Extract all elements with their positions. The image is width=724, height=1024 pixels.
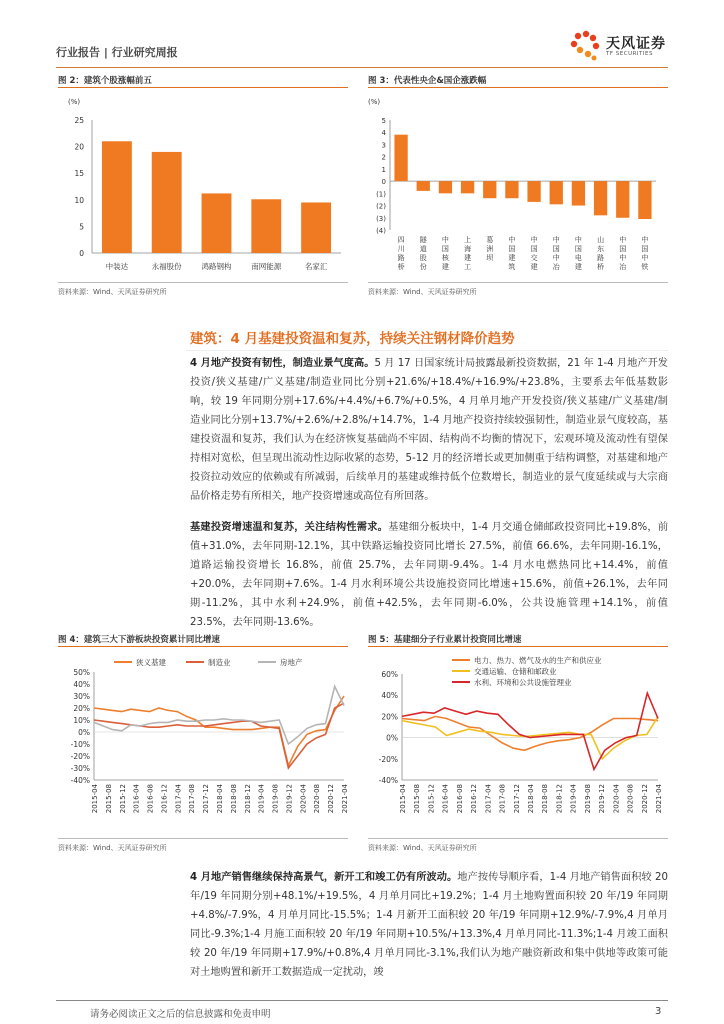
- fig3-ytick-label: 5: [381, 117, 386, 125]
- fig3-category-label: 中国中铁: [641, 236, 649, 271]
- paragraph-3-lead: 4 月地产销售继续保持高景气，新开工和竣工仍有所波动。: [190, 872, 458, 883]
- fig3-ytick-label: 4: [381, 129, 386, 138]
- fig4-legend-label: 制造业: [208, 658, 231, 667]
- fig2-ytick-label: 20: [74, 142, 84, 152]
- fig3-bar: [594, 181, 607, 215]
- fig2-category-label: 名家汇: [304, 262, 328, 271]
- fig5-chart: [366, 650, 668, 830]
- fig2-bar: [152, 152, 182, 253]
- fig3-category-label: 中国交建: [530, 236, 538, 271]
- fig3-category-label: 中国核建: [441, 236, 449, 271]
- fig4-legend-label: 房地产: [280, 658, 303, 667]
- fig3-bar: [527, 181, 540, 202]
- fig5-xtick-label: 2018-12: [555, 784, 564, 814]
- fig2-bar: [301, 202, 331, 253]
- fig2-category-label: 南网能源: [251, 262, 282, 271]
- fig4-xtick-label: 2018-12: [243, 784, 252, 814]
- fig2-bar: [251, 199, 281, 253]
- paragraph-1-lead: 4 月地产投资有韧性，制造业景气度高。: [190, 358, 375, 369]
- fig4-xtick-label: 2021-04: [341, 784, 349, 814]
- fig4-ytick-label: -40%: [70, 776, 90, 785]
- fig3-source-rule: [368, 282, 668, 283]
- fig5-legend-label: 交通运输、仓储和邮政业: [474, 667, 557, 676]
- fig5-source: 资料来源：Wind、天风证券研究所: [368, 844, 477, 852]
- fig3-ytick-label: 2: [381, 153, 386, 162]
- fig5-xtick-label: 2019-08: [583, 784, 592, 814]
- fig3-bar: [417, 181, 430, 191]
- fig5-title-rule: [368, 646, 668, 647]
- fig3-category-label: 四川路桥: [397, 236, 405, 271]
- fig4-ytick-label: 0%: [78, 728, 90, 737]
- fig4-source-rule: [58, 838, 348, 839]
- fig4-xtick-label: 2016-04: [132, 784, 141, 814]
- paragraph-2: [190, 518, 668, 632]
- paragraph-2-lead: 基建投资增速温和复苏，关注结构性需求。: [190, 522, 389, 533]
- fig2-source-rule: [58, 282, 348, 283]
- fig3-unit-label: (%): [368, 98, 381, 106]
- fig4-xtick-label: 2019-04: [257, 784, 266, 814]
- fig3-ytick-label: 3: [381, 141, 386, 150]
- fig4-xtick-label: 2020-08: [313, 784, 322, 814]
- fig2-unit-label: (%): [68, 98, 81, 106]
- fig4-chart: [56, 650, 350, 830]
- fig2-bar: [102, 141, 132, 253]
- fig5-xtick-label: 2020-08: [626, 784, 635, 814]
- fig3-bar: [394, 135, 407, 181]
- footer-disclaimer: 请务必阅读正文之后的信息披露和免责申明: [90, 1009, 271, 1020]
- paragraph-1: [190, 354, 668, 506]
- fig3-ytick-label: 0: [381, 178, 386, 187]
- fig5-ytick-label: 60%: [381, 670, 398, 679]
- header-title: 行业报告 | 行业研究周报: [56, 46, 178, 59]
- fig5-xtick-label: 2019-12: [598, 784, 607, 814]
- fig5-title: 图 5：基建细分子行业累计投资同比增速: [368, 635, 522, 645]
- fig3-bar: [505, 181, 518, 198]
- fig2-source: 资料来源：Wind、天风证券研究所: [58, 288, 167, 296]
- fig3-category-label: 隧道股份: [419, 236, 427, 271]
- paragraph-1-body: 5 月 17 日国家统计局披露最新投资数据，21 年 1-4 月地产开发投资/狭义基建/广义基建/制造业同比分别+21.6%/+18.4%/+16.9%/+23.8%，主要系去年低基数影响，较 19 年同期分别+17.6%/+4.4%/+6.7%/+0.5%，4 月单月地产开发投资/狭义基建/广义基建/制造业同比分别+13.7%/+2.6%/+2.8%/+14.7%，1-4 月地产投资持续较强韧性，制造业景气度较高，基建投资温和复苏，我们认为在经济恢复基础尚不牢固、结构尚不均衡的情况下，宏观环境及流动性有望保持相对宽松，但呈现出流动性边际收紧的态势，5-12 月的经济增长或更加侧重于结构调整，对基建和地产投资拉动效应的依赖或有所减弱，后续单月的基建或维持低个位数增长，制造业的景气度延续或与大宗商品价格走势有所相关，地产投资增速或高位有所回落。: [190, 358, 668, 502]
- fig3-ytick-label: (2): [376, 202, 386, 211]
- fig5-xtick-label: 2015-12: [427, 784, 436, 814]
- fig5-xtick-label: 2017-04: [484, 784, 493, 814]
- fig2-category-label: 永福股份: [151, 262, 182, 271]
- fig5-legend-label: 电力、热力、燃气及水的生产和供应业: [474, 656, 602, 665]
- fig5-xtick-label: 2020-12: [640, 784, 649, 814]
- logo-text-en: TF SECURITIES: [606, 51, 653, 57]
- fig2-ytick-label: 0: [79, 249, 84, 258]
- fig2-ytick-label: 15: [74, 169, 84, 179]
- fig4-xtick-label: 2018-04: [216, 784, 224, 814]
- paragraph-3: [190, 868, 668, 982]
- fig4-ytick-label: -30%: [70, 764, 90, 773]
- page-number: 3: [655, 1006, 662, 1017]
- fig4-source: 资料来源：Wind、天风证券研究所: [58, 844, 167, 852]
- fig5-xtick-label: 2015-08: [413, 784, 422, 814]
- fig5-xtick-label: 2018-08: [541, 784, 550, 814]
- fig4-xtick-label: 2017-04: [174, 784, 183, 814]
- fig5-xtick-label: 2019-04: [569, 784, 578, 814]
- footer-divider: [56, 1000, 668, 1001]
- fig3-bar: [439, 181, 452, 193]
- fig4-xtick-label: 2017-12: [202, 784, 211, 814]
- fig5-xtick-label: 2018-04: [527, 784, 535, 814]
- fig3-bar: [572, 181, 585, 205]
- fig3-category-label: 中国建筑: [508, 236, 516, 271]
- fig4-ytick-label: -10%: [70, 740, 90, 749]
- fig5-xtick-label: 2017-12: [512, 784, 521, 814]
- fig3-category-label: 上海建工: [464, 236, 472, 271]
- fig4-xtick-label: 2017-08: [188, 784, 197, 814]
- logo-text-cn: 天风证券: [606, 36, 666, 52]
- fig3-category-label: 中国电建: [574, 236, 582, 271]
- fig3-ytick-label: (1): [376, 190, 386, 199]
- fig5-ytick-label: -20%: [378, 754, 398, 764]
- fig4-xtick-label: 2018-08: [229, 784, 238, 814]
- fig2-chart: [56, 90, 350, 280]
- fig2-bar: [202, 193, 232, 253]
- fig3-category-label: 中国中冶: [552, 236, 560, 271]
- fig5-xtick-label: 2015-04: [399, 784, 407, 814]
- fig4-ytick-label: 30%: [73, 692, 90, 701]
- fig5-xtick-label: 2016-04: [441, 784, 450, 814]
- fig5-xtick-label: 2016-12: [470, 784, 479, 814]
- fig4-xtick-label: 2020-12: [327, 784, 336, 814]
- fig5-ytick-label: 40%: [381, 691, 398, 701]
- fig2-category-label: 中装达: [105, 262, 129, 271]
- fig3-category-label: 山东路桥: [597, 236, 605, 271]
- fig2-title-rule: [58, 87, 348, 88]
- fig5-legend-label: 水利、环境和公共设施管理业: [474, 678, 572, 687]
- fig4-ytick-label: 20%: [73, 704, 90, 713]
- section-title: 建筑：4 月基建投资温和复苏，持续关注钢材降价趋势: [190, 331, 515, 347]
- fig3-bar: [461, 181, 474, 193]
- fig5-xtick-label: 2021-04: [655, 784, 663, 814]
- fig4-title-rule: [58, 646, 348, 647]
- fig3-bar: [483, 181, 496, 198]
- fig3-category-label: 葛洲坝: [486, 236, 494, 262]
- fig4-xtick-label: 2020-04: [299, 784, 308, 814]
- fig5-source-rule: [368, 838, 668, 839]
- fig4-xtick-label: 2015-04: [91, 784, 99, 814]
- fig3-source: 资料来源：Wind、天风证券研究所: [368, 288, 477, 296]
- fig4-legend-label: 狭义基建: [136, 658, 166, 667]
- fig3-title: 图 3：代表性央企&国企涨跌幅: [368, 76, 487, 86]
- fig3-bar: [550, 181, 563, 204]
- paragraph-2-body: 基建细分板块中，1-4 月交通仓储邮政投资同比+19.8%，前值+31.0%，去年同期-12.1%，其中铁路运输投资同比增长 27.5%，前值 66.6%，去年同期-16.1%，道路运输投资增长 16.8%，前值 25.7%，去年同期-9.4%。1-4 月水电燃热同比+14.4%，前值+20.0%，去年同期+7.6%。1-4 月水利环境公共设施投资同比增速+15.6%，前值+26.1%，去年同期-11.2%，其中水利+24.9%，前值+42.5%，去年同期-6.0%，公共设施管理+14.1%，前值 23.5%，去年同期-13.6%。: [190, 522, 669, 628]
- fig3-ytick-label: (4): [376, 227, 386, 235]
- fig4-ytick-label: -20%: [70, 752, 90, 761]
- paragraph-3-body: 地产按传导顺序看，1-4 月地产销售面积较 20 年/19 年同期分别+48.1%/+19.5%，4 月单月同比+19.2%；1-4 月土地购置面积较 20 年/19 年同期+4.8%/-7.9%，4 月单月同比-15.5%；1-4 月新开工面积较 20 年/19 年同期+12.9%/-7.9%,4 月单月同比-9.3%;1-4 月施工面积较 20 年/19 年同期+10.5%/+13.3%,4 月单月同比-11.3%;1-4 月竣工面积较 20 年/19 年同期+17.9%/+0.8%,4 月单月同比-3.1%,我们认为地产融资新政和集中供地等政策可能对土地购置和新开工数据造成一定扰动，竣: [190, 872, 669, 978]
- fig2-category-label: 鸿路钢构: [201, 262, 232, 271]
- fig3-category-label: 中国中冶: [619, 236, 627, 271]
- fig5-series-line: [402, 716, 658, 750]
- fig2-ytick-label: 5: [79, 222, 84, 232]
- fig4-series-line: [94, 696, 344, 766]
- fig3-chart: [366, 90, 668, 280]
- header-divider: [56, 67, 668, 68]
- fig5-xtick-label: 2016-08: [455, 784, 464, 814]
- fig4-xtick-label: 2015-08: [104, 784, 113, 814]
- fig3-ytick-label: (3): [376, 214, 386, 223]
- fig4-xtick-label: 2019-08: [271, 784, 280, 814]
- section-divider: [186, 350, 668, 351]
- fig4-ytick-label: 50%: [73, 668, 90, 677]
- fig3-bar: [638, 181, 651, 219]
- fig4-ytick-label: 10%: [73, 716, 90, 725]
- fig3-title-rule: [368, 87, 668, 88]
- fig3-ytick-label: 1: [381, 165, 386, 174]
- fig5-xtick-label: 2020-04: [612, 784, 621, 814]
- fig4-xtick-label: 2016-12: [160, 784, 169, 814]
- fig2-ytick-label: 10: [74, 195, 84, 205]
- fig5-xtick-label: 2017-08: [498, 784, 507, 814]
- fig5-ytick-label: 20%: [381, 712, 398, 722]
- fig2-ytick-label: 25: [74, 116, 84, 125]
- fig4-ytick-label: 40%: [73, 680, 90, 689]
- fig4-xtick-label: 2019-12: [285, 784, 294, 814]
- fig5-ytick-label: 0%: [386, 733, 398, 743]
- fig4-title: 图 4：建筑三大下游板块投资累计同比增速: [58, 635, 220, 645]
- fig4-xtick-label: 2015-12: [118, 784, 127, 814]
- fig5-ytick-label: -40%: [378, 776, 398, 785]
- fig4-xtick-label: 2016-08: [146, 784, 155, 814]
- fig3-bar: [616, 181, 629, 218]
- fig2-title: 图 2：建筑个股涨幅前五: [58, 76, 152, 86]
